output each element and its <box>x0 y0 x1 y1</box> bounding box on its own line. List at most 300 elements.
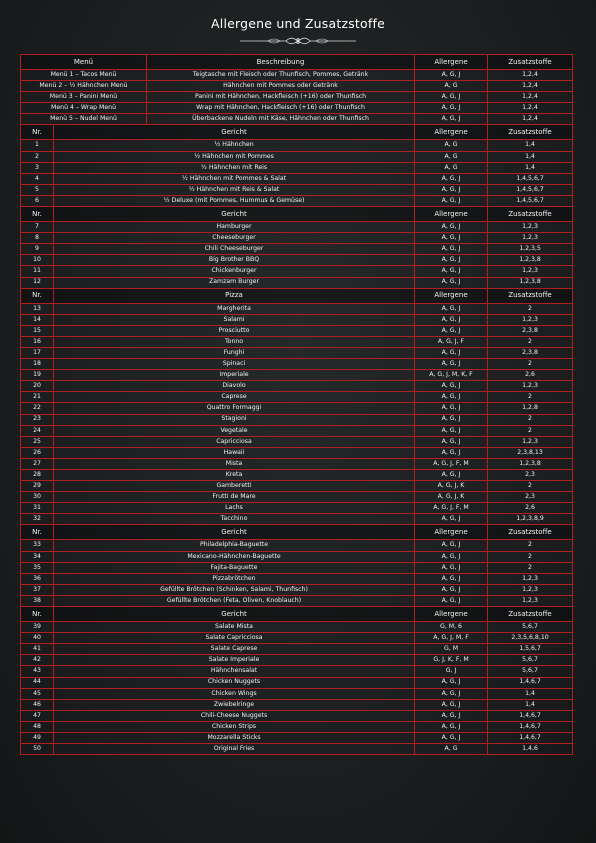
additives-cell: 1,2,3,8 <box>488 255 573 266</box>
allergens-cell: A, G, J <box>415 392 488 403</box>
additives-cell: 2,3,8 <box>488 325 573 336</box>
header-allergens: Allergene <box>415 125 488 140</box>
additives-cell: 1,4,6,7 <box>488 721 573 732</box>
dish-number: 49 <box>21 732 54 743</box>
table-row <box>21 447 573 458</box>
allergens-cell: A, G, J <box>415 244 488 255</box>
dish-number: 32 <box>21 514 54 525</box>
dish-name: Vegetale <box>54 425 415 436</box>
dish-number: 17 <box>21 347 54 358</box>
additives-cell: 1,2,3,5 <box>488 244 573 255</box>
additives-cell: 5,6,7 <box>488 622 573 633</box>
table-row <box>21 573 573 584</box>
dish-name: Frutti de Mare <box>54 492 415 503</box>
menu-name: Menü 3 – Panini Menü <box>21 92 147 103</box>
dish-number: 48 <box>21 721 54 732</box>
dish-number: 41 <box>21 644 54 655</box>
dish-number: 33 <box>21 540 54 551</box>
menu-name: Menü 4 – Wrap Menü <box>21 103 147 114</box>
table-header-row <box>21 288 573 303</box>
dish-number: 14 <box>21 314 54 325</box>
dish-number: 7 <box>21 222 54 233</box>
additives-cell: 1,2,3,8,9 <box>488 514 573 525</box>
dish-name: Imperiale <box>54 370 415 381</box>
allergens-cell: G, J <box>415 666 488 677</box>
allergens-cell: A, G, J <box>415 347 488 358</box>
allergens-cell: A, G, J, K <box>415 481 488 492</box>
header-nr: Nr. <box>21 288 54 303</box>
additives-cell: 1,2,4 <box>488 103 573 114</box>
additives-cell: 1,4 <box>488 162 573 173</box>
table-row <box>21 622 573 633</box>
dish-number: 11 <box>21 266 54 277</box>
additives-cell: 1,4,5,6,7 <box>488 195 573 206</box>
table-row <box>21 162 573 173</box>
additives-cell: 2 <box>488 425 573 436</box>
allergens-cell: A, G, J <box>415 584 488 595</box>
table-header-row <box>21 525 573 540</box>
allergens-cell: A, G, J <box>415 436 488 447</box>
dish-number: 43 <box>21 666 54 677</box>
table-row <box>21 325 573 336</box>
allergens-cell: A, G, J <box>415 470 488 481</box>
additives-cell: 1,2,3 <box>488 584 573 595</box>
table-row <box>21 266 573 277</box>
additives-cell: 2,6 <box>488 503 573 514</box>
table-row <box>21 414 573 425</box>
additives-cell: 1,2,3,8 <box>488 277 573 288</box>
table-row <box>21 303 573 314</box>
allergens-cell: A, G, J <box>415 255 488 266</box>
table-header-row <box>21 207 573 222</box>
table-row <box>21 425 573 436</box>
dish-name: Salate Imperiale <box>54 655 415 666</box>
dish-number: 42 <box>21 655 54 666</box>
dish-number: 19 <box>21 370 54 381</box>
allergens-cell: A, G, J <box>415 325 488 336</box>
header-allergens: Allergene <box>415 288 488 303</box>
allergens-cell: A, G <box>415 140 488 151</box>
additives-cell: 1,4,6,7 <box>488 732 573 743</box>
header-nr: Nr. <box>21 525 54 540</box>
table-row <box>21 140 573 151</box>
allergens-cell: A, G <box>415 81 488 92</box>
allergens-cell: A, G, J, F, M <box>415 458 488 469</box>
menu-name: Menü 5 – Nudel Menü <box>21 114 147 125</box>
table-row <box>21 151 573 162</box>
menu-description: Überbackene Nudeln mit Käse, Hähnchen oder Thunfisch <box>147 114 415 125</box>
dish-name: Stagioni <box>54 414 415 425</box>
additives-cell: 2,6 <box>488 370 573 381</box>
table-row <box>21 458 573 469</box>
dish-name: Hamburger <box>54 222 415 233</box>
allergens-cell: G, M <box>415 644 488 655</box>
additives-cell: 1,2,3 <box>488 233 573 244</box>
dish-name: Mozzarella Sticks <box>54 732 415 743</box>
allergens-cell: A, G, J <box>415 514 488 525</box>
dish-number: 31 <box>21 503 54 514</box>
dish-name: Diavolo <box>54 381 415 392</box>
dish-name: ½ Hähnchen mit Reis <box>54 162 415 173</box>
allergens-cell: A, G, J <box>415 277 488 288</box>
dish-name: Mista <box>54 458 415 469</box>
dish-name: Gamberetti <box>54 481 415 492</box>
table-row <box>21 644 573 655</box>
page-title: Allergene und Zusatzstoffe <box>211 16 385 31</box>
header-allergens: Allergene <box>415 207 488 222</box>
additives-cell: 1,2,3 <box>488 573 573 584</box>
allergens-cell: A, G, J <box>415 414 488 425</box>
allergens-cell: A, G, J <box>415 103 488 114</box>
additives-cell: 2,3,8,13 <box>488 447 573 458</box>
dish-name: Philadelphia-Baguette <box>54 540 415 551</box>
dish-number: 50 <box>21 744 54 755</box>
table-row <box>21 195 573 206</box>
allergens-cell: A, G, J <box>415 314 488 325</box>
additives-cell: 2,3 <box>488 470 573 481</box>
allergens-cell: A, G, J <box>415 721 488 732</box>
additives-cell: 1,2,3,8 <box>488 458 573 469</box>
allergens-cell: A, G, J, K <box>415 492 488 503</box>
table-row <box>21 403 573 414</box>
additives-cell: 2 <box>488 303 573 314</box>
additives-cell: 1,4,6,7 <box>488 677 573 688</box>
dish-number: 27 <box>21 458 54 469</box>
dish-name: Funghi <box>54 347 415 358</box>
additives-cell: 1,4,5,6,7 <box>488 184 573 195</box>
dish-number: 28 <box>21 470 54 481</box>
dish-number: 3 <box>21 162 54 173</box>
dish-number: 1 <box>21 140 54 151</box>
table-row <box>21 255 573 266</box>
allergens-cell: A, G, J <box>415 222 488 233</box>
allergens-cell: A, G, J <box>415 573 488 584</box>
table-row <box>21 370 573 381</box>
dish-name: Salami <box>54 314 415 325</box>
allergens-cell: A, G, J <box>415 595 488 606</box>
header-additives: Zusatzstoffe <box>488 55 573 70</box>
table-row <box>21 540 573 551</box>
allergens-cell: A, G, J <box>415 688 488 699</box>
allergens-cell: A, G, J, F, M <box>415 503 488 514</box>
additives-cell: 1,2,3 <box>488 436 573 447</box>
dish-name: Original Fries <box>54 744 415 755</box>
header-nr: Nr. <box>21 607 54 622</box>
header-nr: Nr. <box>21 207 54 222</box>
dish-name: Chicken Strips <box>54 721 415 732</box>
dish-name: Gefüllte Brötchen (Feta, Oliven, Knoblauch) <box>54 595 415 606</box>
dish-number: 38 <box>21 595 54 606</box>
allergens-cell: A, G, J <box>415 303 488 314</box>
dish-name: Caprese <box>54 392 415 403</box>
table-row <box>21 470 573 481</box>
table-row <box>21 70 573 81</box>
additives-cell: 2,3,8 <box>488 347 573 358</box>
dish-name: Tonno <box>54 336 415 347</box>
header-dish: Pizza <box>54 288 415 303</box>
dish-name: Fajita-Baguette <box>54 562 415 573</box>
allergen-table <box>20 54 573 755</box>
dish-number: 18 <box>21 359 54 370</box>
table-header-row <box>21 55 573 70</box>
dish-number: 6 <box>21 195 54 206</box>
table-row <box>21 233 573 244</box>
table-row <box>21 721 573 732</box>
header-additives: Zusatzstoffe <box>488 288 573 303</box>
table-row <box>21 244 573 255</box>
table-row <box>21 584 573 595</box>
table-row <box>21 655 573 666</box>
table-row <box>21 347 573 358</box>
dish-number: 12 <box>21 277 54 288</box>
dish-name: Zwiebelringe <box>54 699 415 710</box>
additives-cell: 2 <box>488 414 573 425</box>
dish-name: Kreta <box>54 470 415 481</box>
dish-name: ½ Hähnchen mit Pommes <box>54 151 415 162</box>
allergens-cell: A, G, J <box>415 92 488 103</box>
additives-cell: 1,2,3 <box>488 381 573 392</box>
header-dish: Gericht <box>54 607 415 622</box>
additives-cell: 5,6,7 <box>488 666 573 677</box>
dish-name: Spinaci <box>54 359 415 370</box>
ornament-divider-icon <box>238 34 358 48</box>
table-row <box>21 359 573 370</box>
allergens-cell: A, G, J <box>415 732 488 743</box>
table-row <box>21 688 573 699</box>
additives-cell: 1,4 <box>488 151 573 162</box>
header-allergens: Allergene <box>415 607 488 622</box>
dish-number: 39 <box>21 622 54 633</box>
dish-number: 4 <box>21 173 54 184</box>
dish-name: Chili Cheeseburger <box>54 244 415 255</box>
additives-cell: 1,4,5,6,7 <box>488 173 573 184</box>
additives-cell: 1,2,4 <box>488 81 573 92</box>
allergens-cell: A, G, J, F <box>415 336 488 347</box>
table-row <box>21 277 573 288</box>
allergens-cell: A, G, J <box>415 173 488 184</box>
dish-name: Chili-Cheese Nuggets <box>54 710 415 721</box>
allergens-cell: A, G, J <box>415 447 488 458</box>
additives-cell: 1,4 <box>488 140 573 151</box>
dish-number: 46 <box>21 699 54 710</box>
dish-number: 45 <box>21 688 54 699</box>
dish-name: ½ Hähnchen mit Pommes & Salat <box>54 173 415 184</box>
dish-number: 5 <box>21 184 54 195</box>
dish-number: 15 <box>21 325 54 336</box>
dish-number: 22 <box>21 403 54 414</box>
allergens-cell: G, M, 6 <box>415 622 488 633</box>
allergens-cell: A, G, J <box>415 710 488 721</box>
table-row <box>21 114 573 125</box>
table-row <box>21 436 573 447</box>
additives-cell: 1,2,3 <box>488 222 573 233</box>
dish-number: 13 <box>21 303 54 314</box>
header-additives: Zusatzstoffe <box>488 607 573 622</box>
additives-cell: 1,2,4 <box>488 92 573 103</box>
header-allergens: Allergene <box>415 55 488 70</box>
table-row <box>21 710 573 721</box>
additives-cell: 1,4 <box>488 699 573 710</box>
dish-name: Chicken Nuggets <box>54 677 415 688</box>
dish-name: Gefüllte Brötchen (Schinken, Salami, Thunfisch) <box>54 584 415 595</box>
additives-cell: 2 <box>488 562 573 573</box>
dish-name: Chickenburger <box>54 266 415 277</box>
dish-name: Margherita <box>54 303 415 314</box>
header-additives: Zusatzstoffe <box>488 207 573 222</box>
allergens-cell: A, G <box>415 744 488 755</box>
header-dish: Gericht <box>54 525 415 540</box>
dish-name: ½ Deluxe (mit Pommes, Hummus & Gemüse) <box>54 195 415 206</box>
table-row <box>21 481 573 492</box>
header-allergens: Allergene <box>415 525 488 540</box>
header-dish: Gericht <box>54 125 415 140</box>
additives-cell: 2 <box>488 359 573 370</box>
header-dish: Gericht <box>54 207 415 222</box>
allergens-cell: A, G, J <box>415 70 488 81</box>
dish-number: 9 <box>21 244 54 255</box>
table-row <box>21 81 573 92</box>
header-additives: Zusatzstoffe <box>488 125 573 140</box>
additives-cell: 2 <box>488 336 573 347</box>
table-row <box>21 503 573 514</box>
additives-cell: 1,4,6 <box>488 744 573 755</box>
table-row <box>21 222 573 233</box>
dish-name: ½ Hähnchen <box>54 140 415 151</box>
table-row <box>21 699 573 710</box>
allergens-cell: A, G, J <box>415 699 488 710</box>
dish-number: 24 <box>21 425 54 436</box>
dish-name: Tacchino <box>54 514 415 525</box>
menu-name: Menü 2 – ½ Hähnchen Menü <box>21 81 147 92</box>
table-row <box>21 103 573 114</box>
table-row <box>21 184 573 195</box>
additives-cell: 1,4,6,7 <box>488 710 573 721</box>
table-row <box>21 551 573 562</box>
dish-number: 40 <box>21 633 54 644</box>
table-row <box>21 492 573 503</box>
allergens-cell: G, J, K, F, M <box>415 655 488 666</box>
allergens-cell: A, G, J <box>415 540 488 551</box>
dish-name: Salate Mista <box>54 622 415 633</box>
dish-name: Chicken Wings <box>54 688 415 699</box>
additives-cell: 1,2,4 <box>488 70 573 81</box>
table-header-row <box>21 125 573 140</box>
allergens-cell: A, G, J, M, F <box>415 633 488 644</box>
allergens-cell: A, G, J <box>415 114 488 125</box>
additives-cell: 1,2,3 <box>488 314 573 325</box>
dish-name: Hawaii <box>54 447 415 458</box>
dish-number: 8 <box>21 233 54 244</box>
dish-name: Big Brother BBQ <box>54 255 415 266</box>
dish-number: 16 <box>21 336 54 347</box>
additives-cell: 2 <box>488 540 573 551</box>
dish-name: Quattro Formaggi <box>54 403 415 414</box>
additives-cell: 2,3,5,6,8,10 <box>488 633 573 644</box>
dish-number: 44 <box>21 677 54 688</box>
header-additives: Zusatzstoffe <box>488 525 573 540</box>
dish-name: Pizzabrötchen <box>54 573 415 584</box>
table-row <box>21 92 573 103</box>
dish-number: 25 <box>21 436 54 447</box>
additives-cell: 1,2,3 <box>488 595 573 606</box>
dish-number: 47 <box>21 710 54 721</box>
dish-number: 35 <box>21 562 54 573</box>
menu-description: Panini mit Hähnchen, Hackfleisch (+16) oder Thunfisch <box>147 92 415 103</box>
dish-name: Prosciutto <box>54 325 415 336</box>
table-row <box>21 392 573 403</box>
allergens-cell: A, G, J <box>415 677 488 688</box>
allergens-cell: A, G, J <box>415 195 488 206</box>
dish-number: 2 <box>21 151 54 162</box>
dish-number: 20 <box>21 381 54 392</box>
menu-description: Teigtasche mit Fleisch oder Thunfisch, Pommes, Getränk <box>147 70 415 81</box>
additives-cell: 1,2,8 <box>488 403 573 414</box>
dish-number: 29 <box>21 481 54 492</box>
table-row <box>21 314 573 325</box>
allergens-cell: A, G, J <box>415 359 488 370</box>
allergens-cell: A, G, J <box>415 184 488 195</box>
header-menu: Menü <box>21 55 147 70</box>
allergens-cell: A, G, J <box>415 551 488 562</box>
allergens-cell: A, G <box>415 162 488 173</box>
dish-name: Capricciosa <box>54 436 415 447</box>
menu-description: Hähnchen mit Pommes oder Getränk <box>147 81 415 92</box>
table-row <box>21 381 573 392</box>
table-row <box>21 514 573 525</box>
menu-name: Menü 1 – Tacos Menü <box>21 70 147 81</box>
additives-cell: 2,3 <box>488 492 573 503</box>
dish-name: Mexicano-Hähnchen-Baguette <box>54 551 415 562</box>
table-row <box>21 336 573 347</box>
allergens-cell: A, G, J <box>415 266 488 277</box>
dish-name: Hähnchensalat <box>54 666 415 677</box>
dish-number: 26 <box>21 447 54 458</box>
dish-name: Salate Capricciosa <box>54 633 415 644</box>
allergens-cell: A, G, J, M, K, F <box>415 370 488 381</box>
dish-name: Zamzam Burger <box>54 277 415 288</box>
additives-cell: 5,6,7 <box>488 655 573 666</box>
table-row <box>21 595 573 606</box>
dish-number: 23 <box>21 414 54 425</box>
dish-number: 37 <box>21 584 54 595</box>
allergens-cell: A, G, J <box>415 381 488 392</box>
allergens-cell: A, G, J <box>415 233 488 244</box>
dish-name: Cheeseburger <box>54 233 415 244</box>
additives-cell: 1,2,4 <box>488 114 573 125</box>
menu-description: Wrap mit Hähnchen, Hackfleisch (+16) oder Thunfisch <box>147 103 415 114</box>
table-row <box>21 633 573 644</box>
allergens-cell: A, G, J <box>415 425 488 436</box>
allergens-cell: A, G, J <box>415 562 488 573</box>
dish-number: 30 <box>21 492 54 503</box>
additives-cell: 1,2,3 <box>488 266 573 277</box>
allergens-cell: A, G, J <box>415 403 488 414</box>
additives-cell: 1,5,6,7 <box>488 644 573 655</box>
table-row <box>21 744 573 755</box>
table-row <box>21 677 573 688</box>
dish-number: 36 <box>21 573 54 584</box>
additives-cell: 2 <box>488 551 573 562</box>
header-nr: Nr. <box>21 125 54 140</box>
additives-cell: 1,4 <box>488 688 573 699</box>
dish-name: Salate Caprese <box>54 644 415 655</box>
table-row <box>21 173 573 184</box>
allergens-cell: A, G <box>415 151 488 162</box>
dish-number: 10 <box>21 255 54 266</box>
table-header-row <box>21 607 573 622</box>
additives-cell: 2 <box>488 392 573 403</box>
dish-name: ½ Hähnchen mit Reis & Salat <box>54 184 415 195</box>
